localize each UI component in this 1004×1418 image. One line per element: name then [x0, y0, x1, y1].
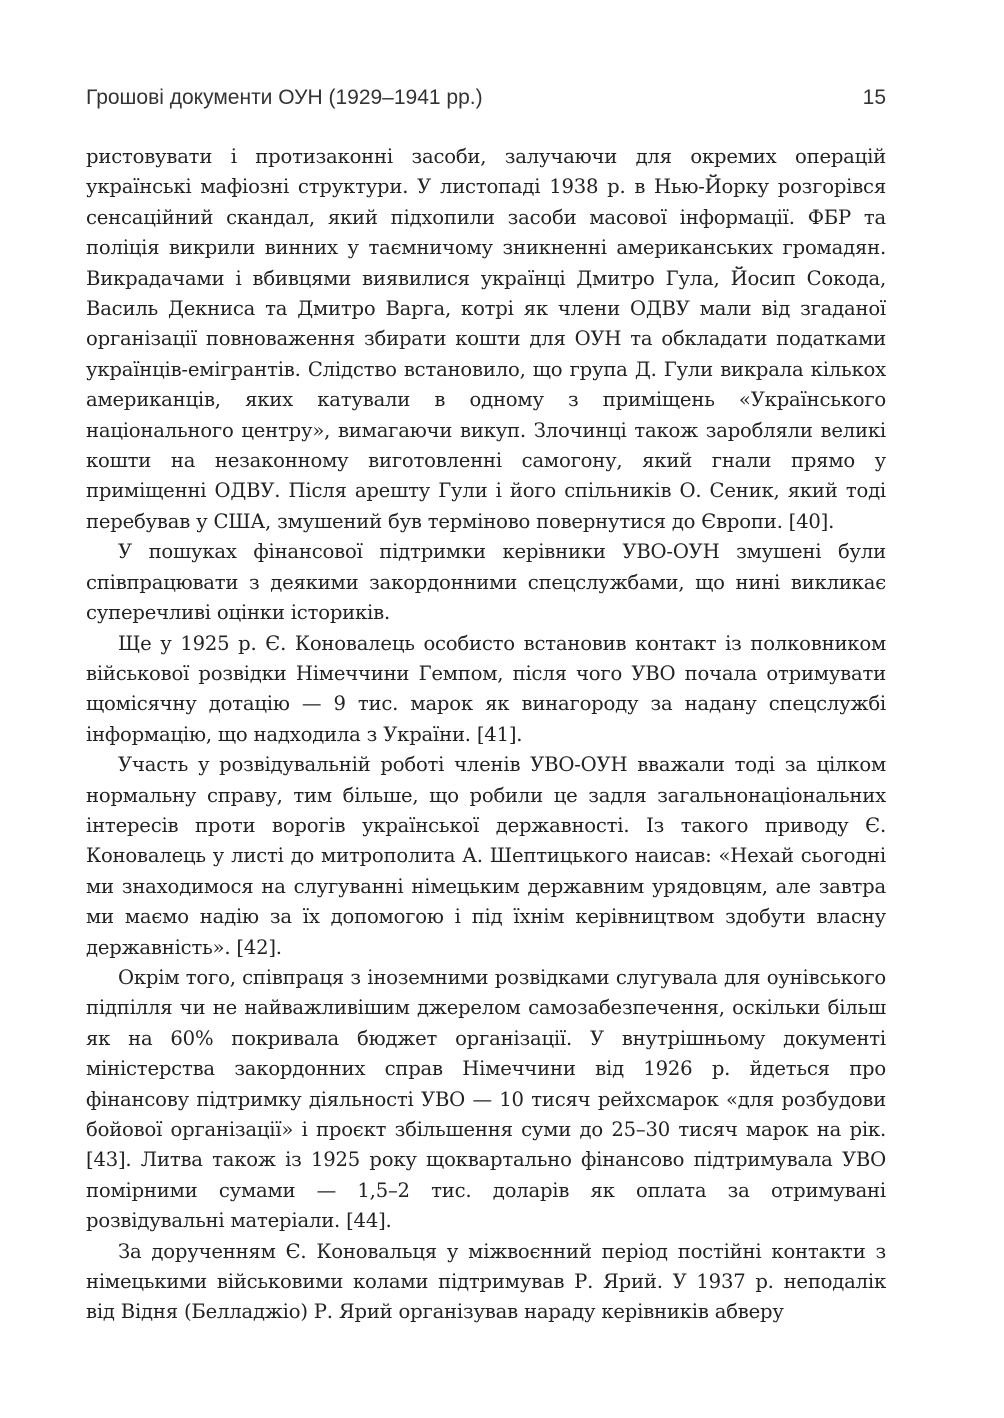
page-number: 15: [862, 86, 886, 109]
paragraph: У пошуках фінансової підтримки керівники УВО-ОУН змушені були співпрацювати з деякими закордонними спецслужбами, що нині викликає суперечливі оцінки істориків.: [86, 540, 886, 625]
paragraph: Окрім того, співпраця з іноземними розвідками слугувала для оунівського підпілля чи не найважливішим джерелом самозабезпечення, оскільки більш як на 60% покривала бюджет організації. У внутрішньому документі міністерства закордонних справ Німеччини від 1926 р. йдеться про фінансову підтримку діяльності УВО — 10 тисяч рейхсмарок «для розбудови бойової організації» і проєкт збільшення суми до 25–30 тисяч марок на рік. [43]. Литва також із 1925 року щоквартально фінансово підтримувала УВО помірними сумами — 1,5–2 тис. доларів як оплата за отримувані розвідувальні матеріали. [44].: [86, 965, 886, 1233]
paragraph: Участь у розвідувальній роботі членів УВО-ОУН вважали тоді за цілком нормальну справу, тим більше, що робили це задля загальнонаціональних інтересів проти ворогів української державності. Із такого приводу Є. Коновалець у листі до митрополита А. Шептицького наисав: «Нехай сьогодні ми знаходимося на слугуванні німецьким державним урядовцям, але завтра ми маємо надію за їх допомогою і під їхнім керівництвом здобути власну державність». [42].: [86, 753, 886, 959]
paragraph: За дорученням Є. Коновальця у міжвоєнний період постійні контакти з німецькими військовими колами підтримував Р. Ярий. У 1937 р. неподалік від Відня (Белладжіо) Р. Ярий організував нараду керівників абверу: [86, 1239, 886, 1324]
paragraph-continued: ристовувати і протизаконні засоби, залучаючи для окремих операцій українські мафіозні структури. У листопаді 1938 р. в Нью-Йорку розгорівся сенсаційний скандал, який підхопили засоби масової інформації. ФБР та поліція викрили винних у таємничому зникненні американських громадян. Викрадачами і вбивцями виявилися українці Дмитро Гула, Йосип Сокода, Василь Декниса та Дмитро Варга, котрі як члени ОДВУ мали від згаданої організації повноваження збирати кошти для ОУН та обкладати податками українців-емігрантів. Слідство встановило, що група Д. Гули викрала кількох американців, яких катували в одному з приміщень «Українського національного центру», вимагаючи викуп. Злочинці також заробляли великі кошти на незаконному виготовленні самогону, який гнали прямо у приміщенні ОДВУ. Після арешту Гули і його спільників О. Сеник, який тоді перебував у США, змушений був терміново повернутися до Європи. [40].: [86, 145, 886, 533]
body-text: [86, 142, 886, 1328]
running-header: [86, 86, 886, 116]
running-title: Грошові документи ОУН (1929–1941 рр.): [86, 86, 483, 109]
paragraph: Ще у 1925 р. Є. Коновалець особисто встановив контакт із полковником військової розвідки Німеччини Гемпом, після чого УВО почала отримувати щомісячну дотацію — 9 тис. марок як винагороду за надану спецслужбі інформацію, що надходила з України. [41].: [86, 631, 886, 746]
